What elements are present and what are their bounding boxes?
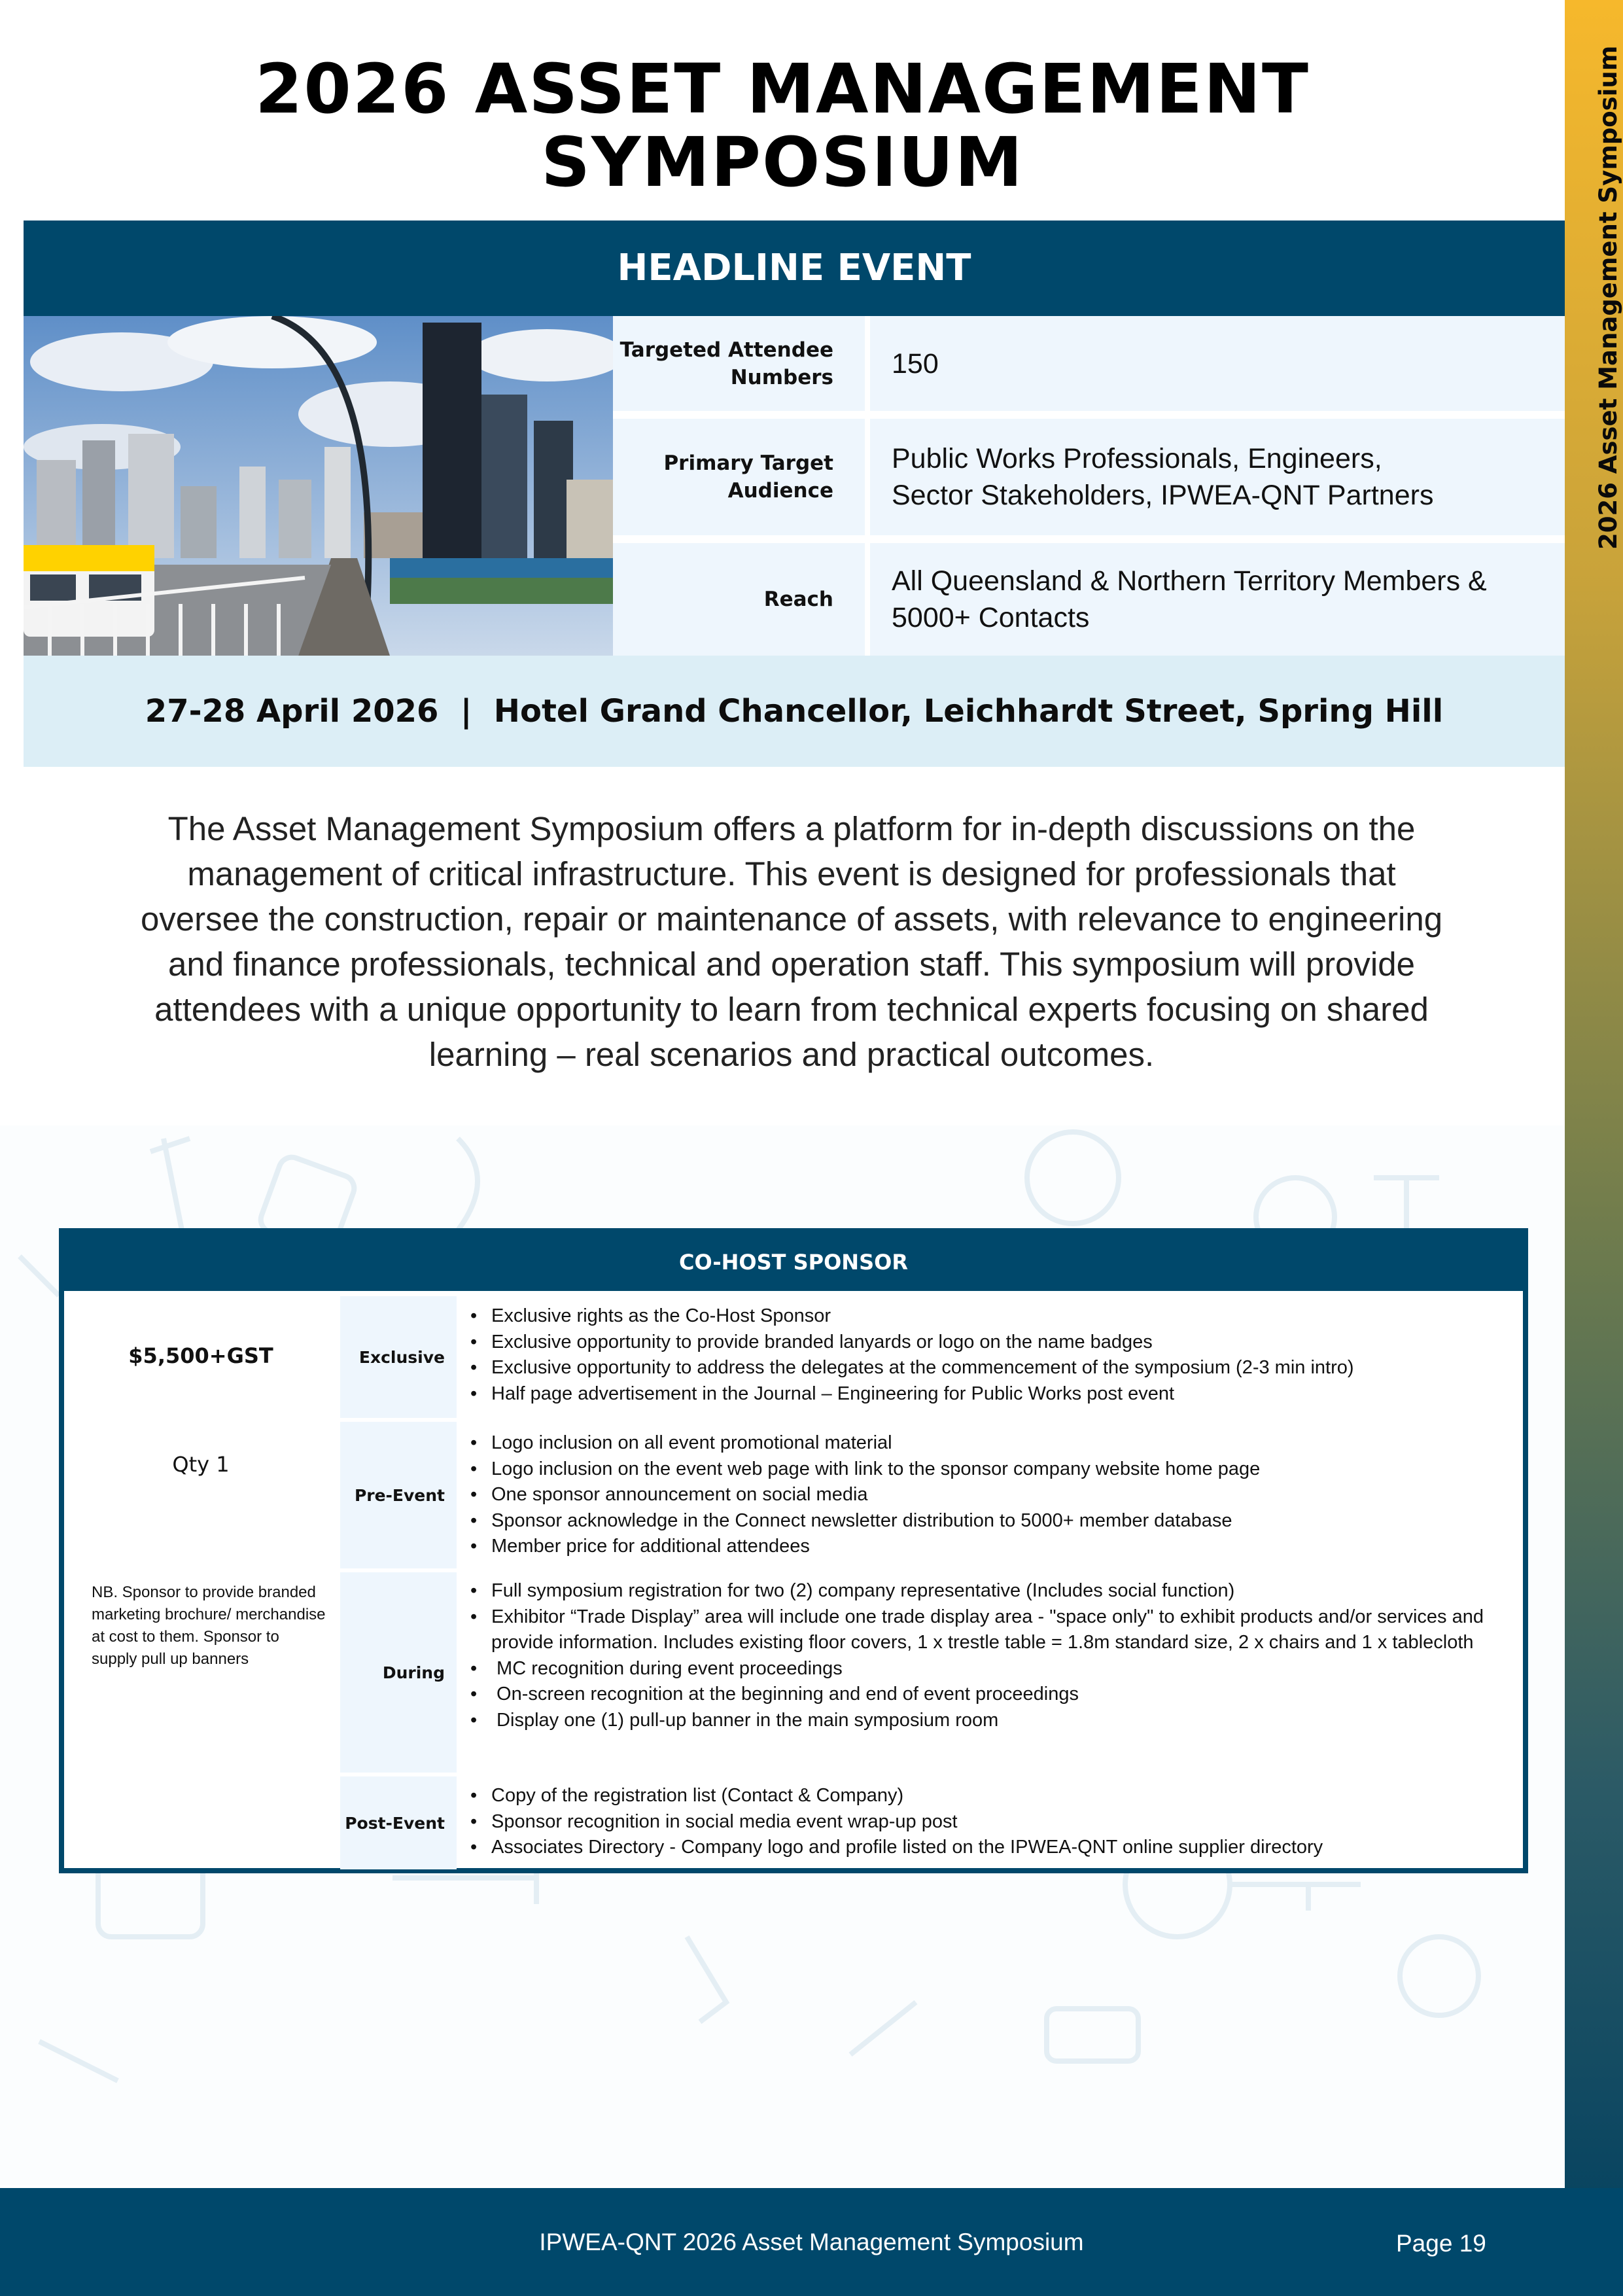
list-item: • Logo inclusion on all event promotional material	[466, 1430, 1513, 1457]
info-value-reach	[870, 543, 1565, 656]
info-value-line: 5000+ Contacts	[892, 602, 1090, 633]
info-label-audience	[613, 419, 865, 535]
info-value-audience	[870, 419, 1565, 535]
intro-line: management of critical infrastructure. This event is designed for professionals that	[187, 855, 1396, 892]
info-label-line: Primary Target	[663, 451, 833, 475]
info-row-attendees	[613, 316, 1565, 411]
info-row-reach	[613, 543, 1565, 656]
section-list-pre-event	[466, 1430, 1513, 1560]
section-label-post-event: Post-Event	[340, 1776, 457, 1869]
title-line-1: 2026 ASSET MANAGEMENT	[255, 49, 1310, 129]
page-title	[24, 49, 1541, 202]
info-value-line: All Queensland & Northern Territory Members &	[892, 565, 1487, 597]
list-item: • Exclusive opportunity to provide branded lanyards or logo on the name badges	[466, 1330, 1513, 1356]
sponsor-price: $5,500+GST	[128, 1343, 273, 1368]
sponsor-qty: Qty 1	[172, 1452, 230, 1477]
info-label-line: Reach	[763, 588, 833, 611]
section-list-during	[466, 1578, 1513, 1733]
intro-paragraph	[72, 806, 1511, 1077]
page-number: Page 19	[1396, 2230, 1486, 2257]
list-item: • On-screen recognition at the beginning and end of event proceedings	[466, 1682, 1513, 1708]
list-item: • Exclusive opportunity to address the delegates at the commencement of the symposium (2-3 min intro)	[466, 1355, 1513, 1381]
list-item: • Copy of the registration list (Contact & Company)	[466, 1783, 1513, 1809]
side-title: 2026 Asset Management Symposium	[1594, 45, 1622, 550]
list-item: • Full symposium registration for two (2) company representative (Includes social function)	[466, 1578, 1513, 1604]
info-label-line: Numbers	[730, 365, 833, 389]
list-item: • MC recognition during event proceedings	[466, 1656, 1513, 1682]
intro-line: The Asset Management Symposium offers a platform for in-depth discussions on the	[167, 810, 1416, 847]
list-item: • Exclusive rights as the Co-Host Sponsor	[466, 1303, 1513, 1330]
list-item: • One sponsor announcement on social media	[466, 1482, 1513, 1508]
list-item: • Logo inclusion on the event web page with link to the sponsor company website home page	[466, 1457, 1513, 1483]
list-item: • Member price for additional attendees	[466, 1534, 1513, 1560]
info-row-audience	[613, 419, 1565, 535]
info-label-reach	[613, 543, 865, 656]
info-value-attendees	[870, 316, 1565, 411]
sponsor-heading: CO-HOST SPONSOR	[64, 1233, 1523, 1291]
section-list-post-event	[466, 1783, 1513, 1861]
intro-line: oversee the construction, repair or maintenance of assets, with relevance to engineering	[140, 900, 1443, 938]
info-value-line: Sector Stakeholders, IPWEA-QNT Partners	[892, 480, 1434, 511]
sponsor-note: NB. Sponsor to provide branded marketing brochure/ merchandise at cost to them. Sponsor to supply pull up banners	[92, 1583, 326, 1668]
title-line-2: SYMPOSIUM	[541, 122, 1024, 202]
headline-event-band: HEADLINE EVENT	[24, 221, 1565, 316]
intro-line: and finance professionals, technical and operation staff. This symposium will provide	[168, 945, 1415, 983]
list-item: • Display one (1) pull-up banner in the main symposium room	[466, 1708, 1513, 1734]
page-footer	[0, 2188, 1623, 2296]
co-host-sponsor-table	[59, 1228, 1528, 1873]
section-label-during: During	[340, 1572, 457, 1773]
list-item: • Sponsor acknowledge in the Connect newsletter distribution to 5000+ member database	[466, 1508, 1513, 1534]
section-label-pre-event: Pre-Event	[340, 1422, 457, 1568]
info-value-line: Public Works Professionals, Engineers,	[892, 443, 1382, 474]
list-item: • Sponsor recognition in social media event wrap-up post	[466, 1809, 1513, 1835]
date-venue-band: 27-28 April 2026 | Hotel Grand Chancellor, Leichhardt Street, Spring Hill	[24, 656, 1565, 767]
info-value-line: 150	[892, 347, 939, 380]
section-label-exclusive: Exclusive	[340, 1296, 457, 1418]
city-photo	[24, 316, 613, 656]
intro-line: attendees with a unique opportunity to learn from technical experts focusing on shared	[154, 991, 1429, 1028]
intro-line: learning – real scenarios and practical outcomes.	[428, 1036, 1155, 1073]
list-item: • Half page advertisement in the Journal – Engineering for Public Works post event	[466, 1381, 1513, 1407]
list-item: • Exhibitor “Trade Display” area will include one trade display area - "space only" to exhibit products and/or services and provide information. Includes existing floor covers, 1 x trestle table = 1.8m standard size, 2 x chairs and 1 x tablecloth	[466, 1604, 1513, 1656]
section-list-exclusive	[466, 1303, 1513, 1407]
list-item: • Associates Directory - Company logo and profile listed on the IPWEA-QNT online supplier directory	[466, 1835, 1513, 1861]
info-label-attendees	[613, 316, 865, 411]
footer-title: IPWEA-QNT 2026 Asset Management Symposium	[539, 2229, 1084, 2255]
info-label-line: Targeted Attendee	[620, 338, 833, 362]
brisbane-city-bridge-photo-icon	[24, 316, 613, 656]
info-label-line: Audience	[727, 479, 833, 503]
